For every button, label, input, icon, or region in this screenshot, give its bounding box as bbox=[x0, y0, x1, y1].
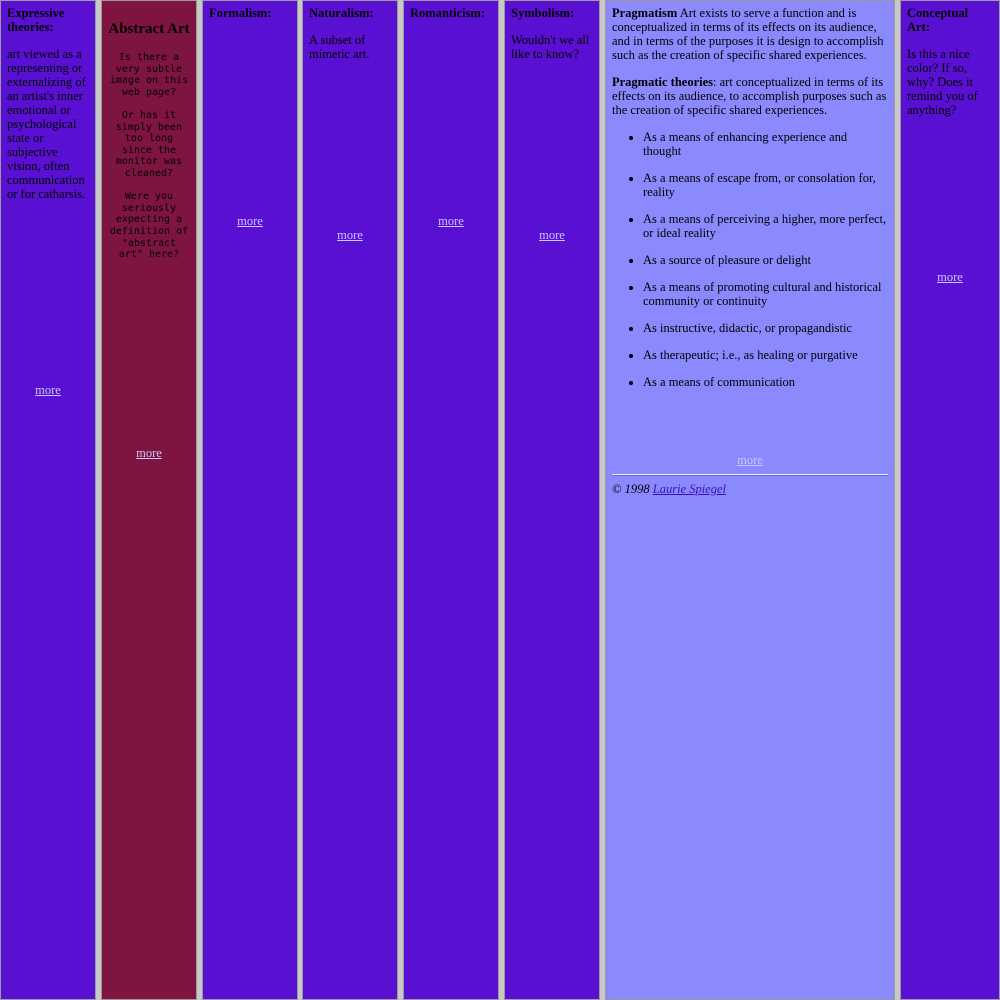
column-pragmatism bbox=[605, 0, 895, 1000]
expressive-text: art viewed as a representing or externalizing of an artist's inner emotional or psychological state or subjective vision, often communication or for catharsis. bbox=[7, 47, 86, 201]
column-conceptual-art bbox=[900, 0, 1000, 1000]
pragmatism-more-link[interactable]: more bbox=[737, 453, 763, 467]
pragmatic-purposes-list bbox=[612, 130, 888, 389]
abstract-line: Is there a very subtle image on this web page? bbox=[109, 52, 189, 98]
conceptual-text: Is this a nice color? If so, why? Does it remind you of anything? bbox=[907, 47, 978, 117]
formalism-more-link[interactable]: more bbox=[237, 214, 263, 228]
list-item: • As a source of pleasure or delight bbox=[643, 253, 888, 267]
expressive-heading: Expressive theories: bbox=[7, 6, 65, 34]
naturalism-heading: Naturalism: bbox=[309, 6, 374, 20]
column-naturalism bbox=[302, 0, 398, 1000]
abstract-more-link[interactable]: more bbox=[136, 446, 162, 460]
abstract-title: Abstract Art bbox=[108, 21, 190, 37]
symbolism-heading: Symbolism: bbox=[511, 6, 575, 20]
list-item: • As therapeutic; i.e., as healing or purgative bbox=[643, 348, 888, 362]
copyright-text: © 1998 bbox=[612, 482, 653, 496]
expressive-more-link[interactable]: more bbox=[35, 383, 61, 397]
pragmatism-heading: Pragmatism bbox=[612, 6, 678, 20]
list-item: • As a means of perceiving a higher, more perfect, or ideal reality bbox=[643, 212, 888, 240]
column-symbolism bbox=[504, 0, 600, 1000]
romanticism-more-link[interactable]: more bbox=[438, 214, 464, 228]
formalism-heading: Formalism: bbox=[209, 6, 272, 20]
column-abstract-art bbox=[101, 0, 197, 1000]
abstract-line: Were you seriously expecting a definition of "abstract art" here? bbox=[109, 191, 189, 261]
pragmatic-theories-label: Pragmatic theories bbox=[612, 75, 714, 89]
author-link[interactable]: Laurie Spiegel bbox=[652, 482, 727, 496]
pragmatic-theories-text: : art conceptualized in terms of its effects on its audience, to accomplish purposes such as the creation of specific shared experiences. bbox=[612, 75, 887, 117]
copyright-notice bbox=[612, 482, 726, 496]
list-item: • As a means of escape from, or consolation for, reality bbox=[643, 171, 888, 199]
pragmatic-theories-paragraph bbox=[612, 75, 888, 117]
pragmatism-intro-paragraph bbox=[612, 6, 888, 62]
abstract-line: Or has it simply been too long since the monitor was cleaned? bbox=[115, 109, 183, 179]
symbolism-text: Wouldn't we all like to know? bbox=[511, 33, 590, 61]
column-romanticism bbox=[403, 0, 499, 1000]
symbolism-more-link[interactable]: more bbox=[539, 228, 565, 242]
pragmatism-intro: Art exists to serve a function and is conceptualized in terms of its effects on its audience, and in terms of the purposes it is design to accomplish such as the creation of specific shared experiences. bbox=[612, 6, 884, 62]
list-item: • As a means of enhancing experience and thought bbox=[643, 130, 888, 158]
list-item: • As a means of promoting cultural and historical community or continuity bbox=[643, 280, 888, 308]
column-expressive-theories bbox=[0, 0, 96, 1000]
list-item: • As instructive, didactic, or propagandistic bbox=[643, 321, 888, 335]
conceptual-heading: Conceptual Art: bbox=[907, 6, 969, 34]
conceptual-more-link[interactable]: more bbox=[937, 270, 963, 284]
list-item: • As a means of communication bbox=[643, 375, 888, 389]
column-formalism bbox=[202, 0, 298, 1000]
naturalism-more-link[interactable]: more bbox=[337, 228, 363, 242]
divider bbox=[612, 474, 888, 476]
naturalism-text: A subset of mimetic art. bbox=[309, 33, 370, 61]
romanticism-heading: Romanticism: bbox=[410, 6, 485, 20]
